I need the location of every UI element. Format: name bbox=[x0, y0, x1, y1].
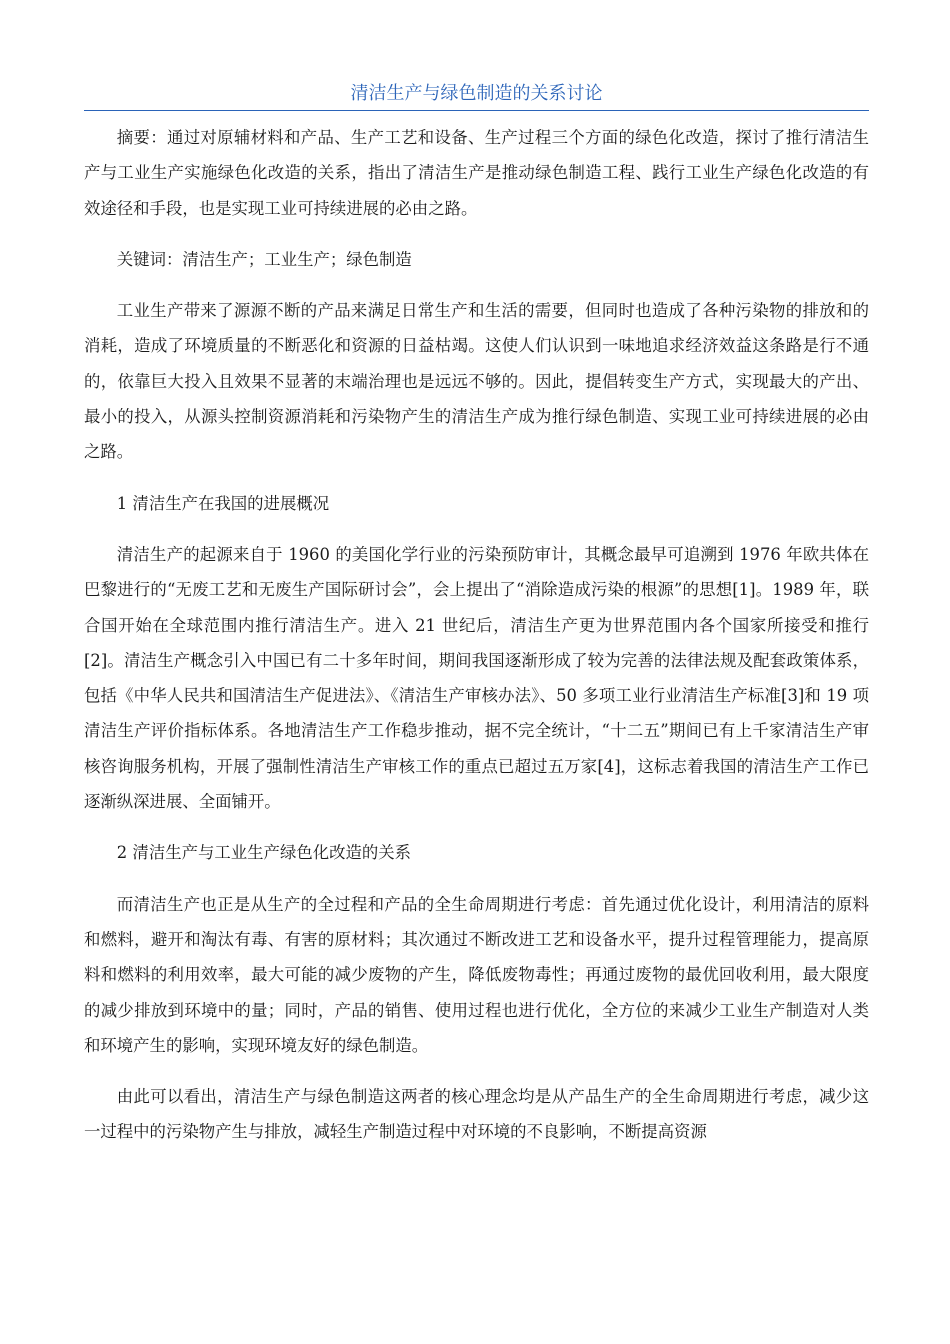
section-heading-1: 1 清洁生产在我国的进展概况 bbox=[116, 493, 330, 513]
section-heading-2: 2 清洁生产与工业生产绿色化改造的关系 bbox=[116, 843, 412, 863]
section-2-paragraph-continued: 由此可以看出，清洁生产与绿色制造这两者的核心理念均是从产品生产的全生命周期进行考虑，减少这一过程中的污染物产生与排放，减轻生产制造过程中对环境的不良影响，不断提高资源 bbox=[84, 1087, 869, 1142]
abstract-paragraph: 摘要：通过对原辅材料和产品、生产工艺和设备、生产过程三个方面的绿色化改造，探讨了推行清洁生产与工业生产实施绿色化改造的关系，指出了清洁生产是推动绿色制造工程、践行工业生产绿色化改造的有效途径和手段，也是实现工业可持续进展的必由之路。 bbox=[84, 128, 869, 218]
header-divider bbox=[84, 110, 869, 111]
section-2-paragraph: 而清洁生产也正是从生产的全过程和产品的全生命周期进行考虑：首先通过优化设计，利用清洁的原料和燃料，避开和淘汰有毒、有害的原材料；其次通过不断改进工艺和设备水平，提升过程管理能力，提高原料和燃料的利用效率，最大可能的减少废物的产生，降低废物毒性；再通过废物的最优回收利用，最大限度的减少排放到环境中的量；同时，产品的销售、使用过程也进行优化，全方位的来减少工业生产制造对人类和环境产生的影响，实现环境友好的绿色制造。 bbox=[84, 894, 869, 1055]
intro-paragraph: 工业生产带来了源源不断的产品来满足日常生产和生活的需要，但同时也造成了各种污染物的排放和的消耗，造成了环境质量的不断恶化和资源的日益枯竭。这使人们认识到一味地追求经济效益这条路是行不通的，依靠巨大投入且效果不显著的末端治理也是远远不够的。因此，提倡转变生产方式，实现最大的产出、最小的投入，从源头控制资源消耗和污染物产生的清洁生产成为推行绿色制造、实现工业可持续进展的必由之路。 bbox=[84, 301, 869, 462]
section-1-paragraph: 清洁生产的起源来自于 1960 的美国化学行业的污染预防审计，其概念最早可追溯到 1976 年欧共体在巴黎进行的“无废工艺和无废生产国际研讨会”，会上提出了“消除造成污染的根源”的思想[1]。1989 年，联合国开始在全球范围内推行清洁生产。进入 21 世纪后，清洁生产更为世界范围内各个国家所接受和推行[2]。清洁生产概念引入中国已有二十多年时间，期间我国逐渐形成了较为完善的法律法规及配套政策体系，包括《中华人民共和国清洁生产促进法》、《清洁生产审核办法》、50 多项工业行业清洁生产标准[3]和 19 项清洁生产评价指标体系。各地清洁生产工作稳步推动，据不完全统计，“十二五”期间已有上千家清洁生产审核咨询服务机构，开展了强制性清洁生产审核工作的重点已超过五万家[4]，这标志着我国的清洁生产工作已逐渐纵深进展、全面铺开。 bbox=[84, 544, 869, 812]
keywords-paragraph: 关键词：清洁生产；工业生产；绿色制造 bbox=[116, 249, 412, 269]
page-title: 清洁生产与绿色制造的关系讨论 bbox=[350, 83, 603, 104]
article-body bbox=[84, 120, 869, 1166]
